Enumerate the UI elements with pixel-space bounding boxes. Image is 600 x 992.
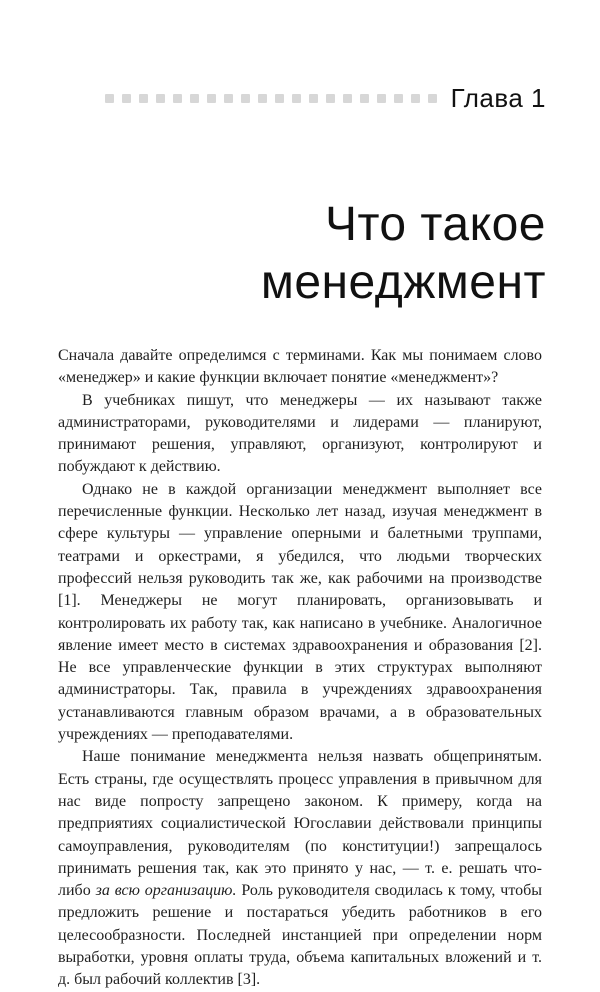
paragraph: [58, 746, 542, 991]
paragraph-text: Наше понимание менеджмента нельзя назвать общепринятым. Есть страны, где осуществлять процесс управления в привычном для нас виде попросту запрещено законом. К примеру, когда на предприятиях социалистической Югославии действовали принципы самоуправления, руководителям (по конституции!) запрещалось принимать решения так, как это принято у нас, — т. е. решать что-либо: [58, 748, 542, 900]
square-icon: [394, 94, 403, 103]
paragraph: Сначала давайте определимся с терминами. Как мы понимаем слово «менеджер» и какие функции включает понятие «менеджмент»?: [58, 347, 542, 387]
chapter-title-line-1: Что такое: [324, 198, 546, 251]
square-icon: [411, 94, 420, 103]
square-icon: [428, 94, 437, 103]
chapter-header: [56, 80, 546, 116]
square-icon: [224, 94, 233, 103]
square-icon: [105, 94, 114, 103]
square-icon: [207, 94, 216, 103]
paragraph: Однако не в каждой организации менеджмент выполняет все перечисленные функции. Несколько лет назад, изучая менеджмент в сфере культуры — управление оперными и балетными труппами, театрами и оркестрами, я убедился, что людьми творческих профессий нельзя руководить так же, как рабочими на производстве [1]. Менеджеры не могут планировать, организовывать и контролировать их работу так, как написано в учебнике. Аналогичное явление имеет место в системах здравоохранения и образования [2]. Не все управленческие функции в этих структурах выполняют администраторы. Так, правила в учреждениях здравоохранения устанавливаются главным образом врачами, а в образовательных учреждениях — преподавателями.: [58, 480, 542, 744]
decorative-squares: [105, 94, 437, 103]
square-icon: [156, 94, 165, 103]
italic-phrase: за всю организацию.: [95, 882, 237, 900]
square-icon: [275, 94, 284, 103]
chapter-title-line-2: менеджмент: [260, 256, 546, 309]
square-icon: [139, 94, 148, 103]
square-icon: [292, 94, 301, 103]
square-icon: [122, 94, 131, 103]
square-icon: [343, 94, 352, 103]
paragraph-text: Роль руководителя сводилась к тому, чтобы предложить решение и постараться убедить работников в его целесообразности. Последней инстанцией при определении норм выработки, уровня оплаты труда, объема капитальных вложений и т. д. был рабочий коллектив [3].: [58, 882, 543, 989]
chapter-label: Глава 1: [450, 83, 546, 113]
square-icon: [258, 94, 267, 103]
square-icon: [326, 94, 335, 103]
square-icon: [190, 94, 199, 103]
square-icon: [360, 94, 369, 103]
chapter-title: [46, 196, 546, 312]
paragraph: В учебниках пишут, что менеджеры — их называют также администраторами, руководителями и лидерами — планируют, принимают решения, управляют, организуют, контролируют и побуждают к действию.: [58, 391, 542, 476]
square-icon: [309, 94, 318, 103]
square-icon: [377, 94, 386, 103]
square-icon: [241, 94, 250, 103]
chapter-body: [58, 345, 542, 992]
square-icon: [173, 94, 182, 103]
